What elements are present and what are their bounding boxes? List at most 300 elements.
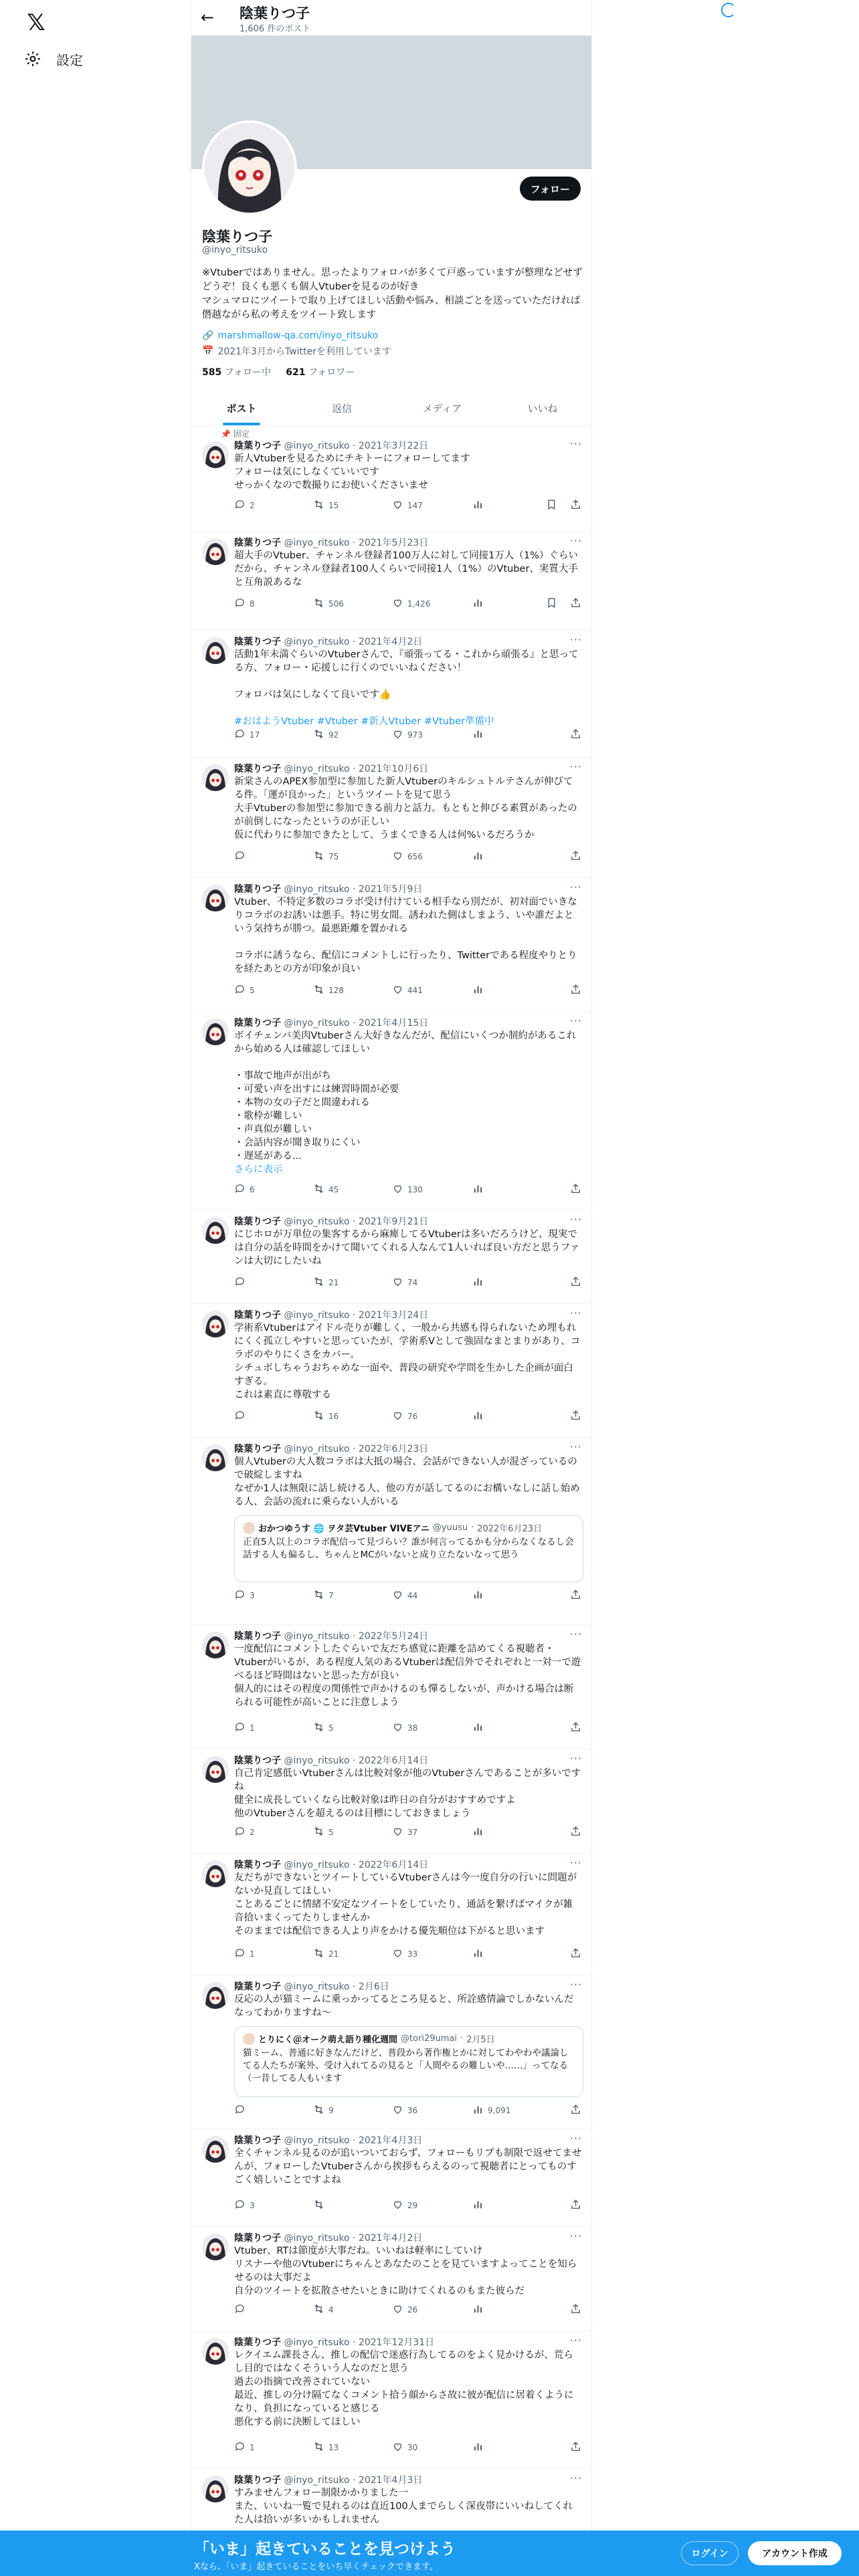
tweet[interactable] — [191, 2129, 592, 2227]
share-button[interactable] — [570, 2303, 581, 2317]
views-button[interactable] — [472, 1826, 488, 1839]
tweet-author-handle[interactable]: @inyo_ritsuko — [284, 637, 350, 647]
bottom-bar-title: 「いま」起きていることを見つけよう — [194, 2541, 456, 2558]
heart-icon — [392, 597, 403, 611]
header-post-count: 1,606 件のポスト — [240, 24, 311, 34]
retweet-count: 506 — [328, 599, 344, 609]
share-button[interactable] — [570, 2104, 581, 2117]
views-button[interactable] — [472, 2303, 488, 2317]
tweet-text — [234, 1993, 582, 2020]
like-count: 1,426 — [407, 599, 431, 609]
tweet-avatar[interactable] — [202, 1444, 229, 1471]
quote-author-name: おかつゆうす 🌐 ヲタ芸Vtuber VIVEアニ — [258, 1524, 430, 1534]
views-button[interactable] — [472, 2104, 510, 2117]
like-count: 656 — [407, 852, 423, 861]
tweet-body: 一度配信にコメントしたぐらいで友だち感覚に距離を詰めてくる視聴者・Vtuberがいるが、ある程度人気のあるVtuberは配信外でそれぞれと一対一で遊べるほど時間はないと思った方が良い 個人的にはその程度の関係性で声かけるのも憚るしないが、声かける場合は断られる可能性が高いことに注意しよう — [234, 1644, 581, 1708]
share-button[interactable] — [570, 728, 581, 742]
share-icon — [570, 2104, 581, 2117]
quote-avatar — [243, 2033, 255, 2045]
share-button[interactable] — [570, 1276, 581, 1289]
tweet[interactable] — [191, 878, 592, 1012]
reply-icon — [234, 1183, 246, 1196]
retweet-button[interactable] — [313, 1410, 339, 1423]
views-button[interactable] — [472, 1410, 488, 1423]
views-icon — [472, 1276, 484, 1289]
reply-button[interactable] — [234, 984, 255, 997]
reply-button[interactable] — [234, 1826, 255, 1839]
views-icon — [472, 499, 484, 512]
quote-author-name: とりにく＠オーク萌え語り種化週間 — [258, 2035, 398, 2045]
reply-button[interactable] — [234, 2441, 255, 2454]
retweet-button[interactable] — [313, 2104, 334, 2117]
heart-icon — [392, 2441, 403, 2454]
share-button[interactable] — [570, 984, 581, 997]
like-button[interactable] — [392, 850, 423, 863]
views-button[interactable] — [472, 2441, 488, 2454]
share-button[interactable] — [570, 1589, 581, 1602]
tweet[interactable] — [191, 1304, 592, 1438]
tweet[interactable] — [191, 1854, 592, 1975]
views-icon — [472, 1721, 484, 1735]
views-button[interactable] — [472, 1589, 488, 1602]
reply-icon — [234, 1721, 246, 1735]
tweet-date[interactable]: 2021年12月31日 — [358, 2337, 435, 2348]
reply-count: 17 — [250, 730, 260, 740]
heart-icon — [392, 850, 403, 863]
share-button[interactable] — [570, 597, 581, 611]
share-button[interactable] — [570, 2441, 581, 2454]
like-count: 33 — [407, 1949, 418, 1959]
view-count: 9,091 — [488, 2106, 511, 2115]
tweet-avatar[interactable] — [202, 441, 229, 468]
tweet[interactable] — [191, 1012, 592, 1210]
tweet-text — [234, 648, 582, 728]
tweet[interactable] — [191, 532, 592, 631]
views-button[interactable] — [472, 2199, 488, 2212]
reply-button[interactable] — [234, 1276, 250, 1289]
tweet-author-name[interactable]: 陰葉りつ子 — [234, 2337, 281, 2348]
tweet-author-handle[interactable]: @inyo_ritsuko — [284, 441, 350, 451]
reply-button[interactable] — [234, 728, 260, 742]
like-button[interactable] — [392, 597, 430, 611]
like-button[interactable] — [392, 1183, 423, 1196]
tweet[interactable] — [191, 1975, 592, 2129]
like-button[interactable] — [392, 984, 423, 997]
more-options-icon[interactable]: ··· — [569, 2334, 582, 2347]
follow-button[interactable]: フォロー — [520, 177, 581, 201]
profile-avatar[interactable] — [202, 120, 297, 215]
tweet-date[interactable]: 2月6日 — [358, 1981, 389, 1992]
tweet-author-handle[interactable]: @inyo_ritsuko — [284, 2337, 350, 2348]
tweet-actions — [229, 984, 583, 997]
retweet-button[interactable] — [313, 850, 339, 863]
views-icon — [472, 2303, 484, 2317]
tweet-avatar[interactable] — [202, 2338, 229, 2365]
reply-count: 2 — [250, 1828, 255, 1837]
more-options-icon[interactable]: ··· — [569, 1213, 582, 1226]
bookmark-button[interactable] — [546, 499, 557, 512]
tweet-body: 活動1年未満ぐらいのVtuberさんで、『頑張ってる・これから頑張る』と思ってる方、フォロー・応援しに行くのでいいねください！ フォロバは気にしなくて良いです👍 — [234, 649, 579, 700]
tweet-author-name[interactable]: 陰葉りつ子 — [234, 1444, 281, 1455]
tweet-text — [234, 1642, 582, 1709]
views-button[interactable] — [472, 499, 488, 512]
reply-count: 6 — [250, 1185, 255, 1194]
more-options-icon[interactable]: ··· — [569, 1307, 582, 1319]
tweet-author-handle[interactable]: @inyo_ritsuko — [284, 1860, 350, 1870]
login-button[interactable]: ログイン — [681, 2541, 739, 2565]
tweet-text — [234, 775, 582, 842]
quote-text: 猫ミーム、普通に好きなんだけど、普段から著作権とかに対してわやわや議論してる人たちが案外、受け入れてるの見ると「人間やるの難しいや……」ってなる（一昔してる人もいます — [243, 2048, 569, 2084]
tweet-author-name[interactable]: 陰葉りつ子 — [234, 2233, 281, 2244]
tweet-author-name[interactable]: 陰葉りつ子 — [234, 2135, 281, 2146]
reply-button[interactable] — [234, 1589, 255, 1602]
more-options-icon[interactable]: ··· — [569, 633, 582, 646]
tweet-text — [234, 895, 582, 976]
reply-button[interactable] — [234, 1410, 250, 1423]
share-button[interactable] — [570, 850, 581, 863]
tweet[interactable] — [191, 1210, 592, 1304]
tweet-body: 全くチャンネル見るのが追いついておらず、フォローもリプも制限で返せてませんが、フォローしたVtuberさんから挨拶もらえるのって視聴者にとってものすごく嬉しいことですよね — [234, 2148, 582, 2185]
share-icon — [570, 597, 581, 611]
share-icon — [570, 984, 581, 997]
tweet-author-handle[interactable]: @inyo_ritsuko — [284, 1981, 350, 1992]
quoted-tweet[interactable] — [234, 2026, 583, 2097]
views-button[interactable] — [472, 1721, 488, 1735]
settings-link[interactable] — [16, 43, 91, 75]
tweet-author-handle[interactable]: @inyo_ritsuko — [284, 2475, 350, 2486]
bottom-signup-bar — [0, 2531, 859, 2576]
reply-icon — [234, 1276, 246, 1289]
quote-author-handle: @yuusu — [432, 1523, 468, 1533]
tweet-date[interactable]: 2021年9月21日 — [358, 1216, 429, 1227]
tweet-author-handle[interactable]: @inyo_ritsuko — [284, 2135, 350, 2146]
tweet-avatar[interactable] — [202, 1982, 229, 2009]
tweet-avatar[interactable] — [202, 637, 229, 664]
retweet-button[interactable] — [313, 2441, 339, 2454]
tweet-avatar[interactable] — [202, 1217, 229, 1244]
tweet-date[interactable]: 2021年5月9日 — [358, 884, 423, 895]
retweet-button[interactable] — [313, 2303, 334, 2317]
more-options-icon[interactable]: ··· — [569, 1014, 582, 1027]
views-button[interactable] — [472, 984, 488, 997]
more-options-icon[interactable]: ··· — [569, 2230, 582, 2242]
views-button[interactable] — [472, 1276, 488, 1289]
like-button[interactable] — [392, 499, 423, 512]
heart-icon — [392, 1826, 403, 1839]
tweet-author-name[interactable]: 陰葉りつ子 — [234, 1860, 281, 1870]
tweet-body: 超大手のVtuber、チャンネル登録者100万人に対して同接1万人（1%）ぐらいだから、チャンネル登録者100人くらいで同接1人（1%）のVtuber、実質大手と互角説あるな — [234, 550, 578, 588]
tweet-date[interactable]: 2022年6月14日 — [358, 1860, 429, 1870]
tweet-avatar[interactable] — [202, 885, 229, 911]
followers-link[interactable] — [286, 367, 355, 378]
retweet-button[interactable] — [313, 1947, 339, 1961]
tweet-author-name[interactable]: 陰葉りつ子 — [234, 538, 281, 548]
like-count: 30 — [407, 2443, 418, 2452]
tweet-header: 陰葉りつ子 @inyo_ritsuko · 2月6日 — [234, 1981, 389, 1992]
calendar-icon: 📅 — [202, 346, 214, 356]
like-button[interactable] — [392, 2199, 417, 2212]
like-button[interactable] — [392, 1721, 417, 1735]
tweet-date[interactable]: 2021年4月15日 — [358, 1018, 429, 1029]
tweet-actions — [229, 2303, 583, 2317]
retweet-button[interactable] — [313, 1183, 339, 1196]
tweet-actions — [229, 1410, 583, 1423]
reply-icon — [234, 2104, 246, 2117]
tweet-date[interactable]: 2021年4月2日 — [358, 637, 423, 647]
views-icon — [472, 1589, 484, 1602]
tweet[interactable] — [191, 2227, 592, 2331]
tweet-body: 個人Vtuberの大人数コラボは大抵の場合、会話ができない人が混ざっているので破綻しますね なぜか1人は無限に話し続ける人、他の方が話してるのにお構いなしに話し始める人、会話の流れに乗らない人がいる — [234, 1457, 580, 1507]
like-button[interactable] — [392, 2441, 417, 2454]
share-button[interactable] — [570, 499, 581, 512]
tweet-avatar[interactable] — [202, 2234, 229, 2260]
x-logo-icon[interactable]: 𝕏 — [27, 9, 45, 36]
share-icon — [570, 2199, 581, 2212]
tweet-text — [234, 2147, 582, 2187]
views-button[interactable] — [472, 728, 488, 742]
tweet-avatar[interactable] — [202, 764, 229, 791]
tweet-author-name[interactable]: 陰葉りつ子 — [234, 2475, 281, 2486]
like-count: 76 — [407, 1412, 418, 1421]
tweet[interactable] — [191, 2331, 592, 2469]
tweet-body: 反応の人が猫ミームに乗っかってるところ見ると、所詮感情論でしかないんだなってわかりますね～ — [234, 1994, 574, 2018]
more-options-icon[interactable]: ··· — [569, 881, 582, 893]
top-bar — [191, 0, 592, 35]
tweet-body: にじホロが万単位の集客するから麻痺してるVtuberは多いだろうけど、現実では自分の話を時間をかけて聞いてくれる人なんて1人いれば良い方だと思うファンは大切にしたいね — [234, 1229, 580, 1267]
tweet-author-handle[interactable]: @inyo_ritsuko — [284, 1018, 350, 1029]
retweet-count: 21 — [328, 1949, 339, 1959]
retweet-icon — [313, 984, 324, 997]
profile-bio: ※Vtuberではありません。思ったよりフォロバが多くて戸惑っていますが整理などせずどうぞ！良くも悪くも個人Vtuberを見るのが好き マシュマロにツイートで取り上げてほしい活動や悩み、相談ごとを送っていただければ僭越ながら私の考えをツイート致します — [202, 267, 583, 320]
reply-count: 5 — [250, 986, 255, 995]
tweet-author-handle[interactable]: @inyo_ritsuko — [284, 538, 350, 548]
following-count: 585 — [202, 367, 222, 378]
tweet-header: 陰葉りつ子 @inyo_ritsuko · 2021年9月21日 — [234, 1216, 429, 1227]
reply-button[interactable] — [234, 1947, 255, 1961]
tweet-author-handle[interactable]: @inyo_ritsuko — [284, 1631, 350, 1642]
views-button[interactable] — [472, 850, 488, 863]
profile-link-text[interactable]: marshmallow-qa.com/inyo_ritsuko — [217, 330, 379, 341]
tweet-date[interactable]: 2021年10月6日 — [358, 764, 429, 774]
share-icon — [570, 1410, 581, 1423]
tweet-header: 陰葉りつ子 @inyo_ritsuko · 2022年6月14日 — [234, 1860, 429, 1870]
tweet-author-handle[interactable]: @inyo_ritsuko — [284, 1310, 350, 1321]
heart-icon — [392, 1589, 403, 1602]
reply-button[interactable] — [234, 2104, 250, 2117]
tweet-header: 陰葉りつ子 @inyo_ritsuko · 2022年6月23日 — [234, 1444, 429, 1455]
share-button[interactable] — [570, 1410, 581, 1423]
retweet-button[interactable] — [313, 1826, 334, 1839]
views-button[interactable] — [472, 1947, 488, 1961]
tweet[interactable] — [191, 1438, 592, 1625]
tweet-actions — [229, 1826, 583, 1839]
share-button[interactable] — [570, 1826, 581, 1839]
heart-icon — [392, 1410, 403, 1423]
tweet-author-handle[interactable]: @inyo_ritsuko — [284, 1755, 350, 1766]
tweet-avatar[interactable] — [202, 538, 229, 565]
more-options-icon[interactable]: ··· — [569, 1440, 582, 1453]
retweet-button[interactable] — [313, 2199, 328, 2212]
more-options-icon[interactable]: ··· — [569, 760, 582, 773]
show-more-link[interactable]: さらに表示 — [234, 1164, 283, 1175]
reply-icon — [234, 728, 246, 742]
more-options-icon[interactable]: ··· — [569, 1628, 582, 1640]
tweet[interactable] — [191, 435, 592, 532]
tweet-date[interactable]: 2022年6月23日 — [358, 1444, 429, 1455]
retweet-icon — [313, 850, 324, 863]
like-button[interactable] — [392, 2104, 417, 2117]
tweet-author-handle[interactable]: @inyo_ritsuko — [284, 884, 350, 895]
gear-icon — [24, 50, 41, 68]
more-options-icon[interactable]: ··· — [569, 1978, 582, 1991]
reply-count: 1 — [250, 1723, 255, 1733]
like-button[interactable] — [392, 1947, 417, 1961]
more-options-icon[interactable]: ··· — [569, 1752, 582, 1765]
quote-date: 2022年6月23日 — [477, 1524, 543, 1534]
retweet-button[interactable] — [313, 499, 339, 512]
tweet-author-name[interactable]: 陰葉りつ子 — [234, 1981, 281, 1992]
tweet-date[interactable]: 2021年4月3日 — [358, 2135, 423, 2146]
tweet-avatar[interactable] — [202, 1756, 229, 1783]
tweet-date[interactable]: 2021年3月24日 — [358, 1310, 429, 1321]
share-button[interactable] — [570, 1721, 581, 1735]
tweet-author-handle[interactable]: @inyo_ritsuko — [284, 2233, 350, 2244]
retweet-button[interactable] — [313, 1721, 334, 1735]
tweet-author-name[interactable]: 陰葉りつ子 — [234, 1755, 281, 1766]
tweet-body: Vtuber、RTは節度が大事だね。いいねは軽率にしていけ リスナーや他のVtuberにちゃんとあなたのことを見ていますよってことを知らせるのは大事だよ 自分のツイートを拡散させたいときに助けてくれるのもまた彼らだ — [234, 2246, 577, 2296]
tweet-header: 陰葉りつ子 @inyo_ritsuko · 2021年4月2日 — [234, 637, 423, 647]
share-icon — [570, 499, 581, 512]
tab-likes[interactable]: いいね — [527, 402, 558, 415]
tweet-header: 陰葉りつ子 @inyo_ritsuko · 2021年4月3日 — [234, 2135, 423, 2146]
tweet-author-handle[interactable]: @inyo_ritsuko — [284, 764, 350, 774]
more-options-icon[interactable]: ··· — [569, 2132, 582, 2145]
like-button[interactable] — [392, 1276, 417, 1289]
tweet[interactable] — [191, 631, 592, 758]
tweet-date[interactable]: 2021年4月2日 — [358, 2233, 423, 2244]
tweet-date[interactable]: 2022年5月24日 — [358, 1631, 429, 1642]
tweet-author-name[interactable]: 陰葉りつ子 — [234, 1216, 281, 1227]
reply-button[interactable] — [234, 2303, 250, 2317]
tweet-date[interactable]: 2021年4月3日 — [358, 2475, 423, 2486]
tweet-text — [234, 2486, 582, 2527]
share-button[interactable] — [570, 1947, 581, 1961]
like-count: 441 — [407, 986, 423, 995]
share-button[interactable] — [570, 1183, 581, 1196]
like-count: 36 — [407, 2106, 418, 2115]
tweet[interactable] — [191, 1625, 592, 1749]
tweet-avatar[interactable] — [202, 1632, 229, 1658]
tweet[interactable] — [191, 1749, 592, 1854]
tweet-avatar[interactable] — [202, 1018, 229, 1045]
tweet-author-name[interactable]: 陰葉りつ子 — [234, 1018, 281, 1029]
share-icon — [570, 728, 581, 742]
tweet-author-name[interactable]: 陰葉りつ子 — [234, 1310, 281, 1321]
reply-button[interactable] — [234, 1183, 255, 1196]
tweet-avatar[interactable] — [202, 1860, 229, 1887]
retweet-icon — [313, 1947, 324, 1961]
back-arrow-icon[interactable]: ← — [201, 8, 215, 27]
heart-icon — [392, 1947, 403, 1961]
tweet-avatar[interactable] — [202, 2476, 229, 2502]
tweet-author-name[interactable]: 陰葉りつ子 — [234, 764, 281, 774]
retweet-icon — [313, 2104, 324, 2117]
tweet[interactable] — [191, 758, 592, 878]
profile-joined — [202, 344, 391, 358]
reply-button[interactable] — [234, 1721, 255, 1735]
like-button[interactable] — [392, 2303, 417, 2317]
tweet-author-handle[interactable]: @inyo_ritsuko — [284, 1444, 350, 1455]
reply-button[interactable] — [234, 597, 255, 611]
retweet-button[interactable] — [313, 1589, 334, 1602]
signup-button[interactable]: アカウント作成 — [748, 2541, 842, 2565]
reply-button[interactable] — [234, 2199, 255, 2212]
retweet-icon — [313, 597, 324, 611]
reply-icon — [234, 984, 246, 997]
tab-posts[interactable]: ポスト — [191, 391, 292, 425]
retweet-count: 75 — [328, 852, 339, 861]
views-button[interactable] — [472, 1183, 488, 1196]
following-link[interactable] — [202, 367, 271, 378]
tweet-author-name[interactable]: 陰葉りつ子 — [234, 884, 281, 895]
views-button[interactable] — [472, 597, 488, 611]
tweet-author-name[interactable]: 陰葉りつ子 — [234, 1631, 281, 1642]
tweet-author-handle[interactable]: @inyo_ritsuko — [284, 1216, 350, 1227]
tab-replies[interactable]: 返信 — [331, 402, 352, 415]
like-button[interactable] — [392, 1826, 417, 1839]
heart-icon — [392, 2303, 403, 2317]
like-button[interactable] — [392, 1410, 417, 1423]
tweet-hashtags[interactable]: #おはようVtuber #Vtuber #新人Vtuber #Vtuber準備中 — [234, 716, 494, 727]
tweet-avatar[interactable] — [202, 2136, 229, 2163]
retweet-icon — [313, 1589, 324, 1602]
retweet-icon — [313, 2303, 324, 2317]
more-options-icon[interactable]: ··· — [569, 1856, 582, 1869]
more-options-icon[interactable]: ··· — [569, 2472, 582, 2484]
tweet-date[interactable]: 2022年6月14日 — [358, 1755, 429, 1766]
tweet-date[interactable]: 2021年5月23日 — [358, 538, 429, 548]
tweet-text — [234, 1029, 582, 1176]
tweet-header: 陰葉りつ子 @inyo_ritsuko · 2021年3月24日 — [234, 1310, 429, 1321]
retweet-button[interactable] — [313, 597, 344, 611]
more-options-icon[interactable]: ··· — [569, 534, 582, 547]
retweet-button[interactable] — [313, 728, 339, 742]
tweet-date[interactable]: 2021年3月22日 — [358, 441, 429, 451]
more-options-icon[interactable]: ··· — [569, 437, 582, 450]
tab-media[interactable]: メディア — [422, 402, 462, 415]
pin-icon: 📌 — [221, 429, 231, 439]
tweet-author-name[interactable]: 陰葉りつ子 — [234, 441, 281, 451]
like-button[interactable] — [392, 728, 423, 742]
share-icon — [570, 1721, 581, 1735]
retweet-button[interactable] — [313, 984, 344, 997]
share-button[interactable] — [570, 2199, 581, 2212]
tweet-text — [234, 1767, 582, 1820]
tweet-author-name[interactable]: 陰葉りつ子 — [234, 637, 281, 647]
bookmark-button[interactable] — [546, 597, 557, 611]
retweet-button[interactable] — [313, 1276, 339, 1289]
reply-button[interactable] — [234, 499, 255, 512]
heart-icon — [392, 499, 403, 512]
tweet-avatar[interactable] — [202, 1311, 229, 1337]
quoted-tweet[interactable] — [234, 1515, 583, 1582]
like-button[interactable] — [392, 1589, 417, 1602]
share-icon — [570, 2303, 581, 2317]
profile-link[interactable] — [202, 330, 378, 341]
tweet-actions — [229, 499, 583, 512]
reply-button[interactable] — [234, 850, 250, 863]
retweet-icon — [313, 499, 324, 512]
